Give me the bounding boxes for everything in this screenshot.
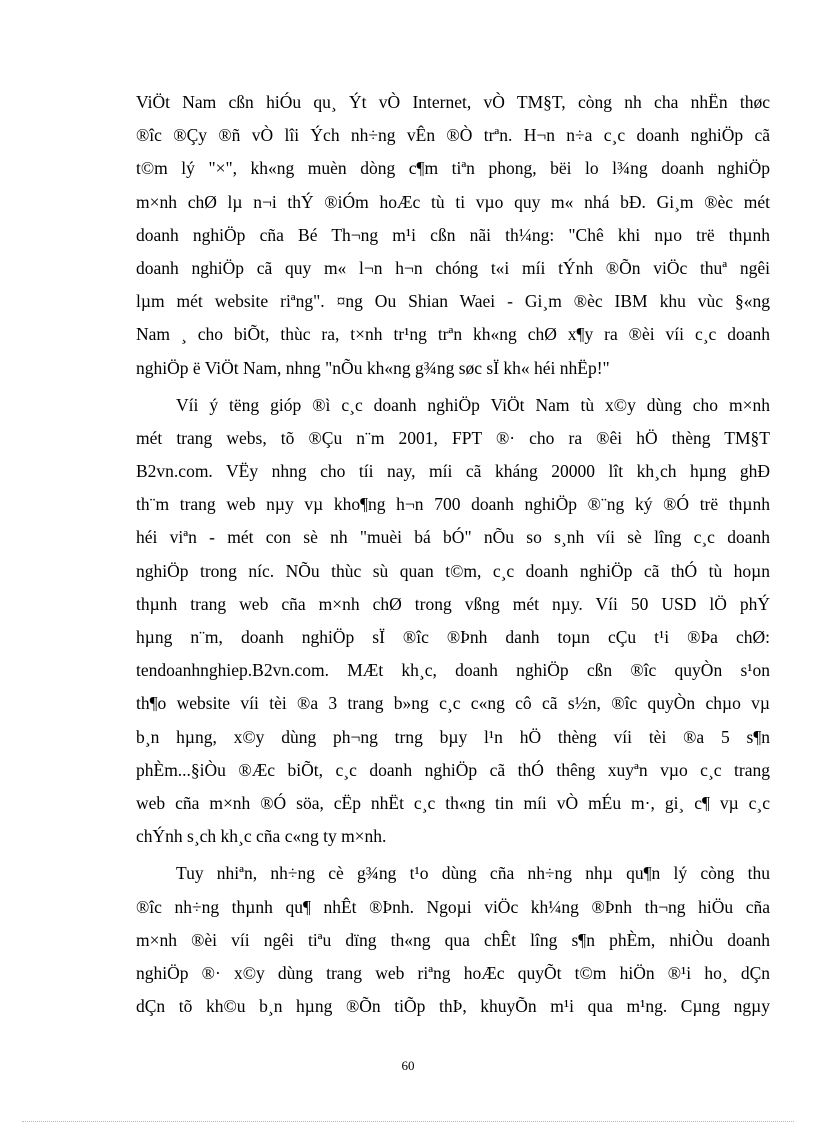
text-line: doanh nghiÖp cña Bé Th¬ng m¹i cßn nãi th¼ng: "Chê khi nµo trë thµnh (136, 224, 770, 245)
text-line: mét trang webs, tõ ®Çu n¨m 2001, FPT ®· cho ra ®êi hÖ thèng TM§T (136, 427, 770, 448)
text-line: tendoanhnghiep.B2vn.com. MÆt kh¸c, doanh nghiÖp cßn ®îc quyÒn s¹on (136, 660, 770, 681)
text-line: b¸n hµng, x©y dùng ph¬ng trng bµy l¹n hÖ thèng víi tèi ®a 5 s¶n (136, 726, 770, 747)
text-line: m×nh chØ lµ n¬i thÝ ®iÓm hoÆc tù ti vµo quy m« nhá bÐ. Gi¸m ®èc mét (136, 191, 770, 212)
text-line: t©m lý "×", kh«ng muèn dòng c¶m tiªn phong, bëi lo l¾ng doanh nghiÖp (136, 158, 770, 179)
text-line: lµm mét website riªng". ¤ng Ou Shian Waei - Gi¸m ®èc IBM khu vùc §«ng (136, 291, 770, 312)
text-line: Víi ý tëng gióp ®ì c¸c doanh nghiÖp ViÖt Nam tù x©y dùng cho m×nh (176, 394, 770, 415)
text-line: héi viªn - mét con sè nh "muèi bá bÓ" nÕu so s¸nh víi sè lîng c¸c doanh (136, 527, 770, 548)
text-line: web cña m×nh ®Ó söa, cËp nhËt c¸c th«ng tin míi vÒ mÉu m·, gi¸ c¶ vµ c¸c (136, 792, 770, 813)
page-number: 60 (401, 1058, 415, 1073)
page-edge-divider (22, 1121, 794, 1122)
text-line: chÝnh s¸ch kh¸c cña c«ng ty m×nh. (136, 826, 387, 847)
text-line: Tuy nhiªn, nh÷ng cè g¾ng t¹o dùng cña nh÷ng nhµ qu¶n lý còng thu (176, 863, 770, 884)
paragraph-1 (136, 86, 770, 385)
text-line: hµng n¨m, doanh nghiÖp sÏ ®îc ®Þnh danh toµn cÇu t¹i ®Þa chØ: (136, 627, 770, 647)
text-line: nghiÖp trong níc. NÕu thùc sù quan t©m, c¸c doanh nghiÖp cã thÓ tù hoµn (136, 560, 770, 581)
paragraph-2 (136, 389, 770, 854)
paragraph-3 (136, 857, 770, 1023)
text-line: nghiÖp ë ViÖt Nam, nhng "nÕu kh«ng g¾ng søc sÏ kh« héi nhËp!" (136, 357, 610, 378)
text-line: ViÖt Nam cßn hiÓu qu¸ Ýt vÒ Internet, vÒ TM§T, còng nh cha nhËn thøc (136, 92, 770, 112)
text-line: th¨m trang web nµy vµ kho¶ng h¬n 700 doanh nghiÖp ®¨ng ký ®Ó trë thµnh (136, 494, 770, 515)
text-line: thµnh trang web cña m×nh chØ trong vßng mét nµy. Víi 50 USD lÖ phÝ (136, 593, 770, 614)
text-line: th¶o website víi tèi ®a 3 trang b»ng c¸c c«ng cô cã s½n, ®îc quyÒn chµo vµ (136, 693, 770, 714)
text-line: phÈm...§iÒu ®Æc biÕt, c¸c doanh nghiÖp cã thÓ thêng xuyªn vµo c¸c trang (136, 759, 770, 780)
text-line: Nam ¸ cho biÕt, thùc ra, t×nh tr¹ng trªn kh«ng chØ x¶y ra ®èi víi c¸c doanh (136, 324, 770, 345)
text-line: doanh nghiÖp cã quy m« l¬n h¬n chóng t«i míi tÝnh ®Õn viÖc thuª ngêi (136, 257, 770, 278)
text-line: B2vn.com. VËy nhng cho tíi nay, míi cã kháng 20000 lît kh¸ch hµng ghÐ (136, 461, 770, 482)
text-line: ®îc ®Çy ®ñ vÒ lîi Ých nh÷ng vÊn ®Ò trªn. H¬n n÷a c¸c doanh nghiÖp cã (136, 125, 770, 146)
text-line: dÇn tõ kh©u b¸n hµng ®Õn tiÕp thÞ, khuyÕn m¹i qua m¹ng. Cµng ngµy (136, 996, 770, 1017)
text-line: m×nh ®èi víi ngêi tiªu dïng th«ng qua chÊt lîng s¶n phÈm, nhiÒu doanh (136, 929, 770, 950)
text-line: ®îc nh÷ng thµnh qu¶ nhÊt ®Þnh. Ngoµi viÖc kh¼ng ®Þnh th¬ng hiÖu cña (136, 896, 770, 917)
body-text (136, 86, 770, 1027)
text-line: nghiÖp ®· x©y dùng trang web riªng hoÆc quyÕt t©m hiÖn ®¹i ho¸ dÇn (136, 962, 770, 983)
